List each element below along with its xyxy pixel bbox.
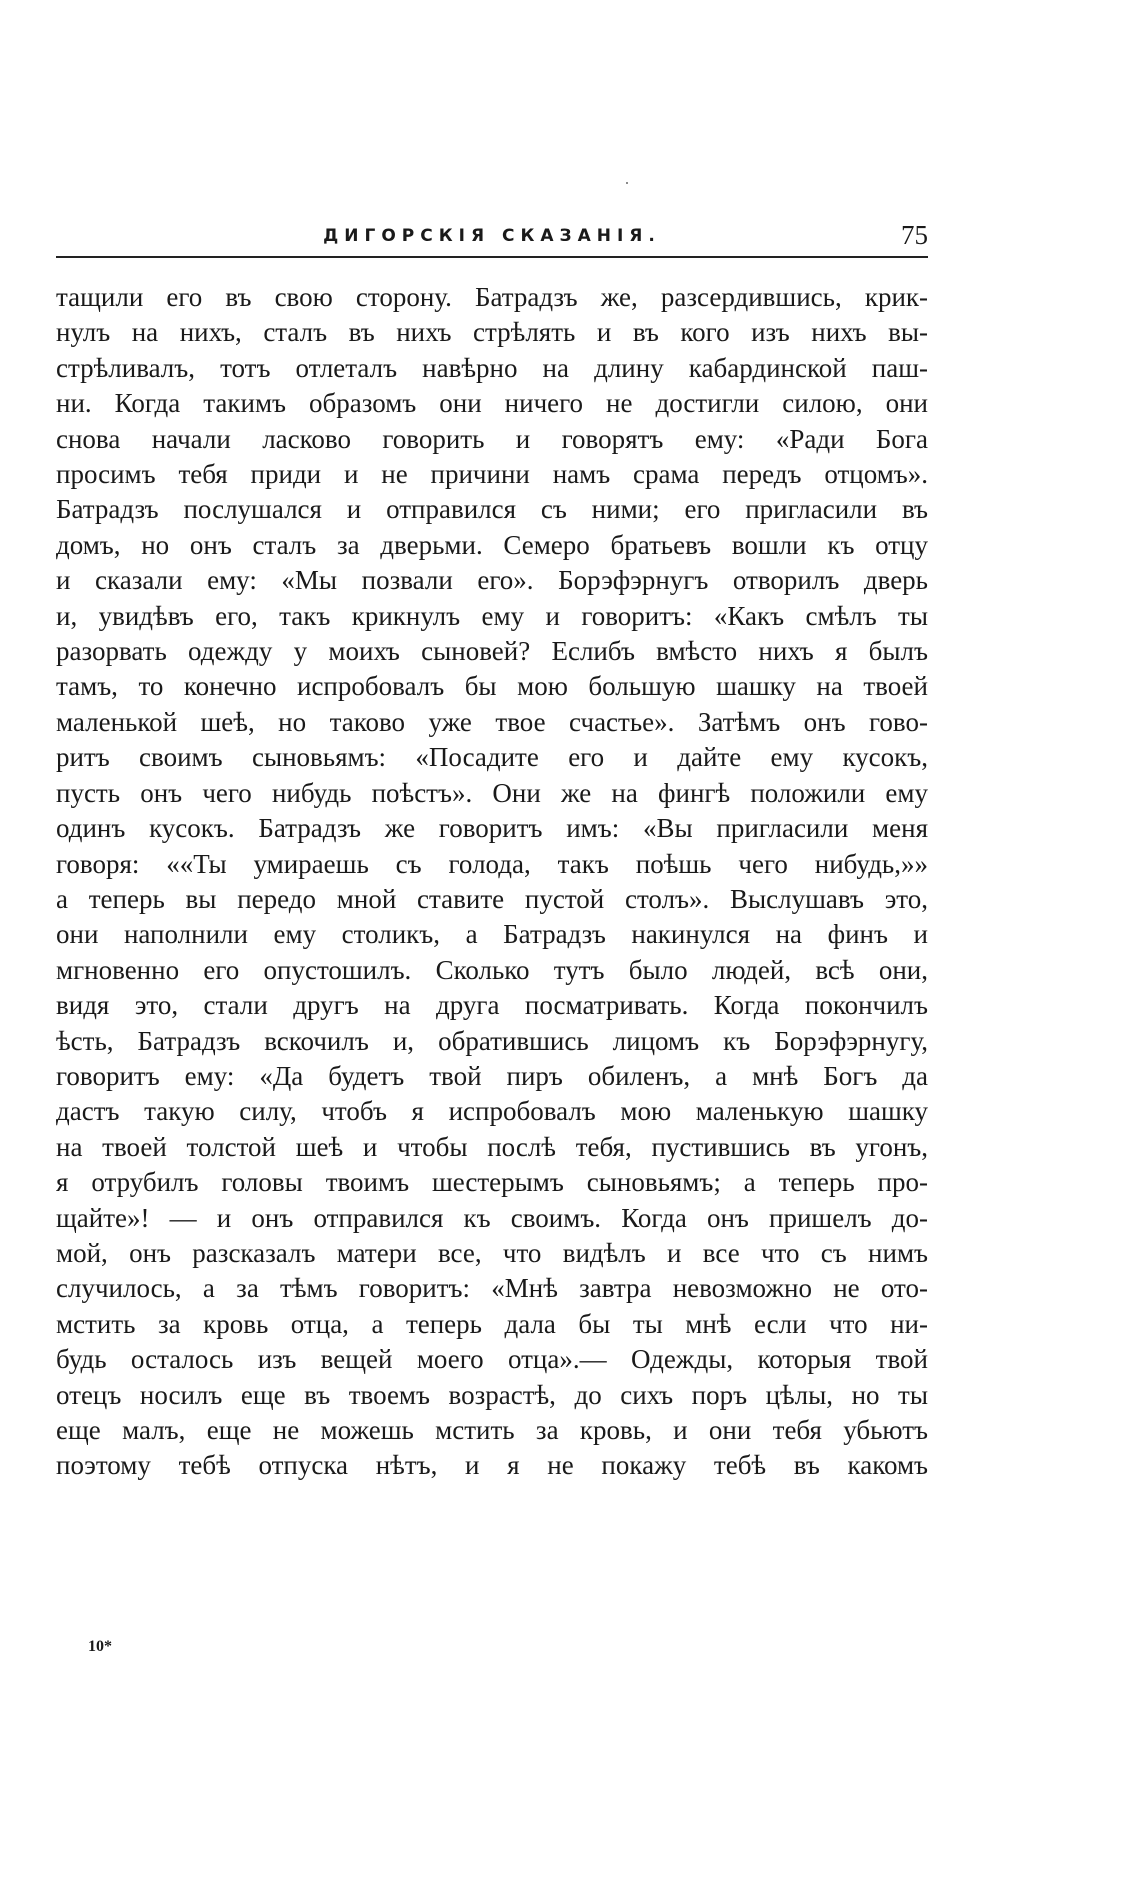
text-line: еще малъ, еще не можешь мстить за кровь, и они тебя убьютъ (56, 1415, 928, 1445)
text-line: пусть онъ чего нибудь поѣстъ». Они же на фингѣ положили ему (56, 777, 928, 808)
text-line: снова начали ласково говорить и говорятъ ему: «Ради Бога (56, 423, 928, 454)
text-line: маленькой шеѣ, но таково уже твое счастье». Затѣмъ онъ гово- (56, 706, 928, 737)
page-number: 75 (901, 220, 928, 250)
text-line: и, увидѣвъ его, такъ крикнулъ ему и говоритъ: «Какъ смѣлъ ты (56, 600, 928, 631)
text-line: мстить за кровь отца, а теперь дала бы ты мнѣ если что ни- (56, 1308, 928, 1339)
text-line: щайте»! — и онъ отправился къ своимъ. Когда онъ пришелъ до- (56, 1202, 928, 1233)
text-line: я отрубилъ головы твоимъ шестерымъ сыновьямъ; а теперь про- (56, 1167, 928, 1198)
text-line: разорвать одежду у моихъ сыновей? Еслибъ вмѣсто нихъ я былъ (56, 636, 928, 667)
text-line: говоря: ««Ты умираешь съ голода, такъ поѣшь чего нибудь,»» (56, 848, 928, 879)
text-line: отецъ носилъ еще въ твоемъ возрастѣ, до сихъ поръ цѣлы, но ты (56, 1379, 928, 1410)
text-line: они наполнили ему столикъ, а Батрадзъ накинулся на финъ и (56, 919, 928, 950)
text-line: тамъ, то конечно испробовалъ бы мою большую шашку на твоей (56, 671, 928, 702)
text-line: поэтому тебѣ отпуска нѣтъ, и я не покажу тебѣ въ какомъ (56, 1450, 928, 1481)
text-line: домъ, но онъ сталъ за дверьми. Семеро братьевъ вошли къ отцу (56, 529, 928, 560)
text-line: говоритъ ему: «Да будетъ твой пиръ обиленъ, а мнѣ Богъ да (56, 1060, 928, 1091)
text-line: ни. Когда такимъ образомъ они ничего не достигли силою, они (56, 388, 928, 419)
text-line: мой, онъ разсказалъ матери все, что видѣлъ и все что съ нимъ (56, 1237, 928, 1268)
text-line: а теперь вы передо мной ставите пустой столъ». Выслушавъ это, (56, 883, 928, 914)
text-line: стрѣливалъ, тотъ отлеталъ навѣрно на длину кабардинской паш- (56, 352, 928, 383)
text-line: просимъ тебя приди и не причини намъ срама передъ отцомъ». (56, 459, 928, 490)
text-line: видя это, стали другъ на друга посматривать. Когда покончилъ (56, 990, 928, 1021)
signature-mark: 10* (88, 1638, 112, 1655)
text-line: будь осталось изъ вещей моего отца».— Одежды, которыя твой (56, 1344, 928, 1375)
text-line: дастъ такую силу, чтобъ я испробовалъ мою маленькую шашку (56, 1096, 928, 1127)
text-line: и сказали ему: «Мы позвали его». Борэфэрнугъ отворилъ дверь (56, 565, 928, 596)
page-header (56, 220, 928, 260)
text-line: мгновенно его опустошилъ. Сколько тутъ было людей, всѣ они, (56, 954, 928, 985)
header-rule (56, 256, 928, 258)
text-line: одинъ кусокъ. Батрадзъ же говоритъ имъ: «Вы пригласили меня (56, 813, 928, 844)
text-line: ѣсть, Батрадзъ вскочилъ и, обратившись лицомъ къ Борэфэрнугу, (56, 1025, 928, 1056)
running-title: ДИГОРСКІЯ СКАЗАНІЯ. (323, 226, 661, 246)
text-line: случилось, а за тѣмъ говоритъ: «Мнѣ завтра невозможно не ото- (56, 1273, 928, 1304)
text-line: на твоей толстой шеѣ и чтобы послѣ тебя, пустившись въ угонъ, (56, 1131, 928, 1162)
text-line: тащили его въ свою сторону. Батрадзъ же, разсердившись, крик- (56, 282, 928, 312)
body-text (56, 280, 928, 1484)
text-line: Батрадзъ послушался и отправился съ ними; его пригласили въ (56, 494, 928, 525)
text-line: нулъ на нихъ, сталъ въ нихъ стрѣлять и въ кого изъ нихъ вы- (56, 317, 928, 348)
text-line: ритъ своимъ сыновьямъ: «Посадите его и дайте ему кусокъ, (56, 742, 928, 773)
speck (626, 182, 628, 184)
